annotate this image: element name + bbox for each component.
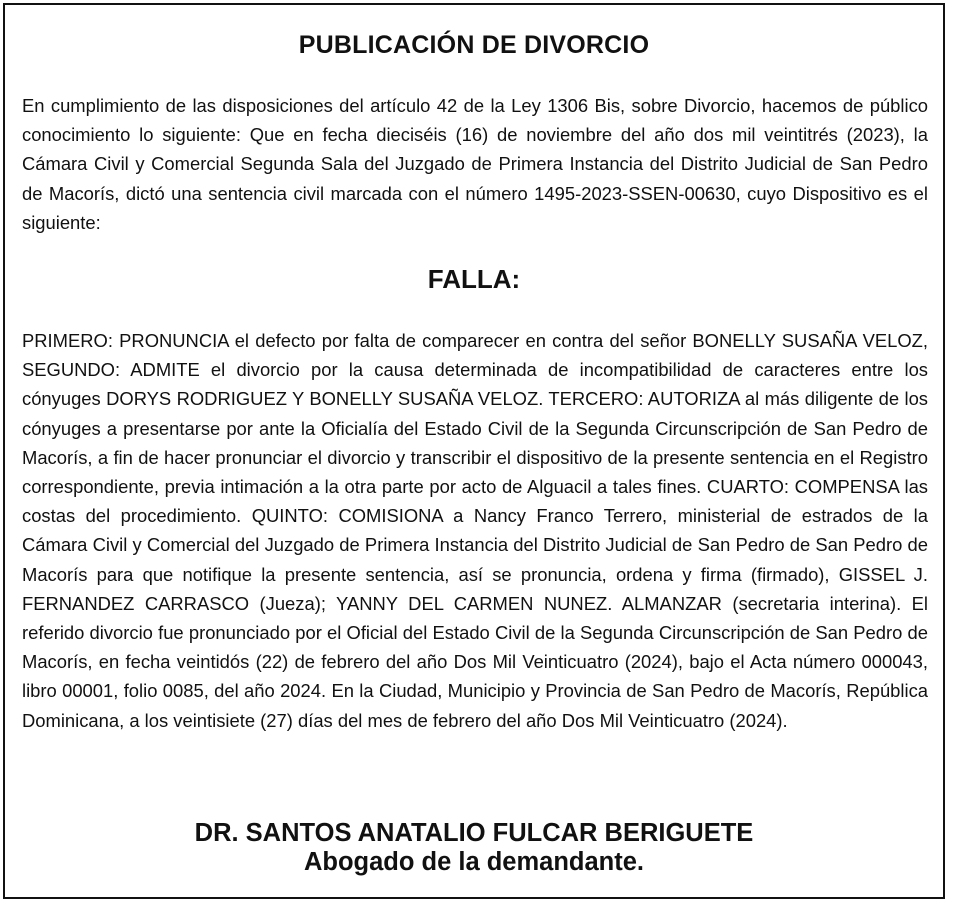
- notice-title: PUBLICACIÓN DE DIVORCIO: [298, 31, 650, 59]
- intro-paragraph: En cumplimiento de las disposiciones del artículo 42 de la Ley 1306 Bis, sobre Divorcio, hacemos de público conocimiento lo siguiente: Que en fecha dieciséis (16) de noviembre del año dos mil veintitrés (2023), la Cámara Civil y Comercial Segunda Sala del Juzgado de Primera Instancia del Distrito Judicial de San Pedro de Macorís, dictó una sentencia civil marcada con el número 1495-2023-SSEN-00630, cuyo Dispositivo es el siguiente:: [22, 95, 928, 233]
- divorce-notice: [3, 3, 945, 899]
- falla-heading: FALLA:: [427, 264, 521, 294]
- signer-name: DR. SANTOS ANATALIO FULCAR BERIGUETE: [194, 819, 754, 847]
- ruling-paragraph: PRIMERO: PRONUNCIA el defecto por falta de comparecer en contra del señor BONELLY SUSAÑA VELOZ, SEGUNDO: ADMITE el divorcio por la causa determinada de incompatibilidad de caracteres entre los cónyuges DORYS RODRIGUEZ Y BONELLY SUSAÑA VELOZ. TERCERO: AUTORIZA al más diligente de los cónyuges a presentarse por ante la Oficialía del Estado Civil de la Segunda Circunscripción de San Pedro de Macorís, a fin de hacer pronunciar el divorcio y transcribir el dispositivo de la presente sentencia en el Registro correspondiente, previa intimación a la otra parte por acto de Alguacil a tales fines. CUARTO: COMPENSA las costas del procedimiento. QUINTO: COMISIONA a Nancy Franco Terrero, ministerial de estrados de la Cámara Civil y Comercial del Juzgado de Primera Instancia del Distrito Judicial de San Pedro de San Pedro de Macorís para que notifique la presente sentencia, así se pronuncia, ordena y firma (firmado), GISSEL J. FERNANDEZ CARRASCO (Jueza); YANNY DEL CARMEN NUNEZ. ALMANZAR (secretaria interina). El referido divorcio fue pronunciado por el Oficial del Estado Civil de la Segunda Circunscripción de San Pedro de Macorís, en fecha veintidós (22) de febrero del año Dos Mil Veinticuatro (2024), bajo el Acta número 000043, libro 00001, folio 0085, del año 2024. En la Ciudad, Municipio y Provincia de San Pedro de Macorís, República Dominicana, a los veintisiete (27) días del mes de febrero del año Dos Mil Veinticuatro (2024).: [22, 330, 928, 731]
- signer-role: Abogado de la demandante.: [303, 848, 645, 876]
